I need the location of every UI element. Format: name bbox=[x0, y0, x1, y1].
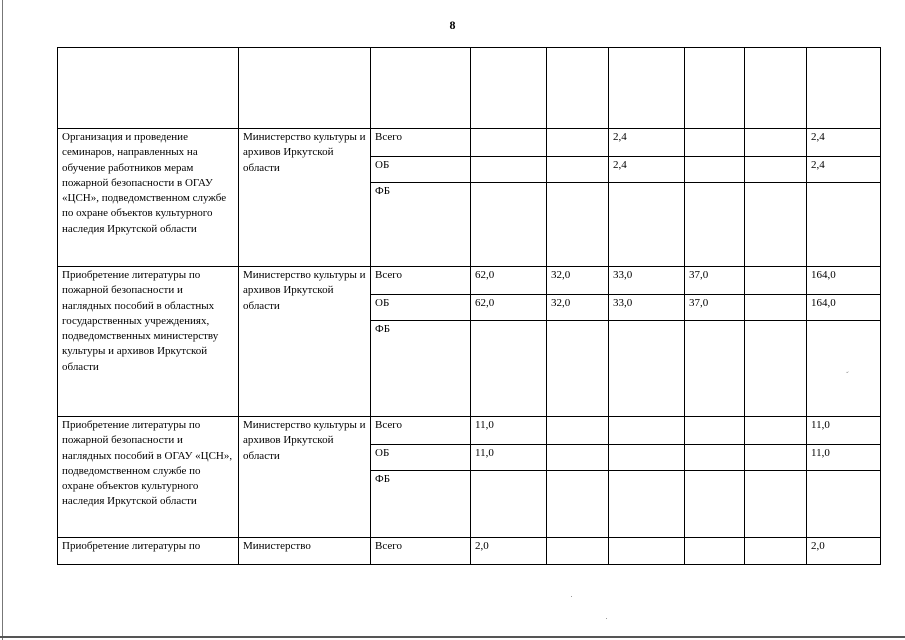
responsible-agency: Министерство культуры и архивов Иркутской области bbox=[239, 129, 371, 267]
value-cell bbox=[471, 321, 547, 417]
value-cell bbox=[685, 157, 745, 183]
header-cell bbox=[58, 48, 239, 129]
value-cell bbox=[685, 129, 745, 157]
header-cell bbox=[745, 48, 807, 129]
value-cell bbox=[745, 417, 807, 445]
value-cell bbox=[547, 129, 609, 157]
value-cell: 62,0 bbox=[471, 267, 547, 295]
value-cell: 33,0 bbox=[609, 295, 685, 321]
page-number: 8 bbox=[449, 18, 456, 32]
responsible-agency: Министерство bbox=[239, 538, 371, 565]
funding-source: ФБ bbox=[371, 471, 471, 538]
scan-left-edge bbox=[2, 0, 3, 640]
value-cell: 32,0 bbox=[547, 295, 609, 321]
value-cell: 62,0 bbox=[471, 295, 547, 321]
value-cell bbox=[471, 471, 547, 538]
scan-speck bbox=[606, 618, 607, 619]
scan-artifact-mark: ˇ bbox=[845, 369, 852, 380]
total-cell: 2,4 bbox=[807, 157, 881, 183]
value-cell bbox=[745, 295, 807, 321]
total-cell: 11,0 bbox=[807, 445, 881, 471]
header-cell bbox=[609, 48, 685, 129]
value-cell bbox=[745, 267, 807, 295]
funding-source: ОБ bbox=[371, 295, 471, 321]
header-cell bbox=[807, 48, 881, 129]
table-row bbox=[58, 417, 881, 445]
value-cell bbox=[471, 129, 547, 157]
value-cell bbox=[745, 445, 807, 471]
scan-bottom-edge bbox=[0, 636, 905, 638]
table-row bbox=[58, 538, 881, 565]
value-cell bbox=[685, 321, 745, 417]
responsible-agency: Министерство культуры и архивов Иркутской области bbox=[239, 417, 371, 538]
value-cell bbox=[609, 445, 685, 471]
funding-source: Всего bbox=[371, 129, 471, 157]
value-cell bbox=[609, 183, 685, 267]
header-cell bbox=[685, 48, 745, 129]
value-cell bbox=[745, 538, 807, 565]
total-cell: 11,0 bbox=[807, 417, 881, 445]
value-cell bbox=[745, 157, 807, 183]
value-cell bbox=[745, 321, 807, 417]
funding-source: ОБ bbox=[371, 445, 471, 471]
value-cell: 11,0 bbox=[471, 417, 547, 445]
value-cell bbox=[547, 538, 609, 565]
scan-speck bbox=[571, 596, 572, 597]
value-cell bbox=[547, 471, 609, 538]
total-cell bbox=[807, 321, 881, 417]
value-cell bbox=[609, 538, 685, 565]
activity-name: Приобретение литературы по пожарной безопасности и наглядных пособий в ОГАУ «ЦСН», подведомственном службе по охране объектов культурного наследия Иркутской области bbox=[58, 417, 239, 538]
value-cell: 33,0 bbox=[609, 267, 685, 295]
header-cell bbox=[547, 48, 609, 129]
total-cell: 164,0 bbox=[807, 295, 881, 321]
funding-source: Всего bbox=[371, 538, 471, 565]
value-cell: 11,0 bbox=[471, 445, 547, 471]
value-cell: 37,0 bbox=[685, 267, 745, 295]
value-cell bbox=[471, 157, 547, 183]
funding-source: ОБ bbox=[371, 157, 471, 183]
header-cell bbox=[371, 48, 471, 129]
total-cell bbox=[807, 183, 881, 267]
table-row bbox=[58, 129, 881, 157]
value-cell bbox=[547, 445, 609, 471]
total-cell: 2,0 bbox=[807, 538, 881, 565]
value-cell bbox=[547, 183, 609, 267]
total-cell: 2,4 bbox=[807, 129, 881, 157]
activity-name: Организация и проведение семинаров, направленных на обучение работников мерам пожарной безопасности в ОГАУ «ЦСН», подведомственном службе по охране объектов культурного наследия Иркутской области bbox=[58, 129, 239, 267]
funding-source: Всего bbox=[371, 417, 471, 445]
funding-source: ФБ bbox=[371, 321, 471, 417]
table-header-row bbox=[58, 48, 881, 129]
value-cell: 32,0 bbox=[547, 267, 609, 295]
value-cell: 2,0 bbox=[471, 538, 547, 565]
header-cell bbox=[471, 48, 547, 129]
table-row bbox=[58, 267, 881, 295]
value-cell bbox=[547, 321, 609, 417]
value-cell bbox=[547, 157, 609, 183]
total-cell: 164,0 bbox=[807, 267, 881, 295]
value-cell bbox=[609, 321, 685, 417]
activity-name: Приобретение литературы по пожарной безопасности и наглядных пособий в областных государственных учреждениях, подведомственных министерству культуры и архивов Иркутской области bbox=[58, 267, 239, 417]
value-cell: 2,4 bbox=[609, 157, 685, 183]
value-cell bbox=[685, 471, 745, 538]
total-cell bbox=[807, 471, 881, 538]
value-cell bbox=[609, 471, 685, 538]
value-cell bbox=[685, 183, 745, 267]
value-cell bbox=[609, 417, 685, 445]
responsible-agency: Министерство культуры и архивов Иркутской области bbox=[239, 267, 371, 417]
value-cell bbox=[745, 471, 807, 538]
value-cell bbox=[745, 183, 807, 267]
value-cell bbox=[745, 129, 807, 157]
header-cell bbox=[239, 48, 371, 129]
funding-source: Всего bbox=[371, 267, 471, 295]
funding-source: ФБ bbox=[371, 183, 471, 267]
value-cell: 37,0 bbox=[685, 295, 745, 321]
value-cell bbox=[471, 183, 547, 267]
value-cell bbox=[685, 417, 745, 445]
value-cell bbox=[685, 538, 745, 565]
value-cell bbox=[547, 417, 609, 445]
program-table bbox=[57, 47, 881, 565]
value-cell: 2,4 bbox=[609, 129, 685, 157]
activity-name: Приобретение литературы по bbox=[58, 538, 239, 565]
value-cell bbox=[685, 445, 745, 471]
